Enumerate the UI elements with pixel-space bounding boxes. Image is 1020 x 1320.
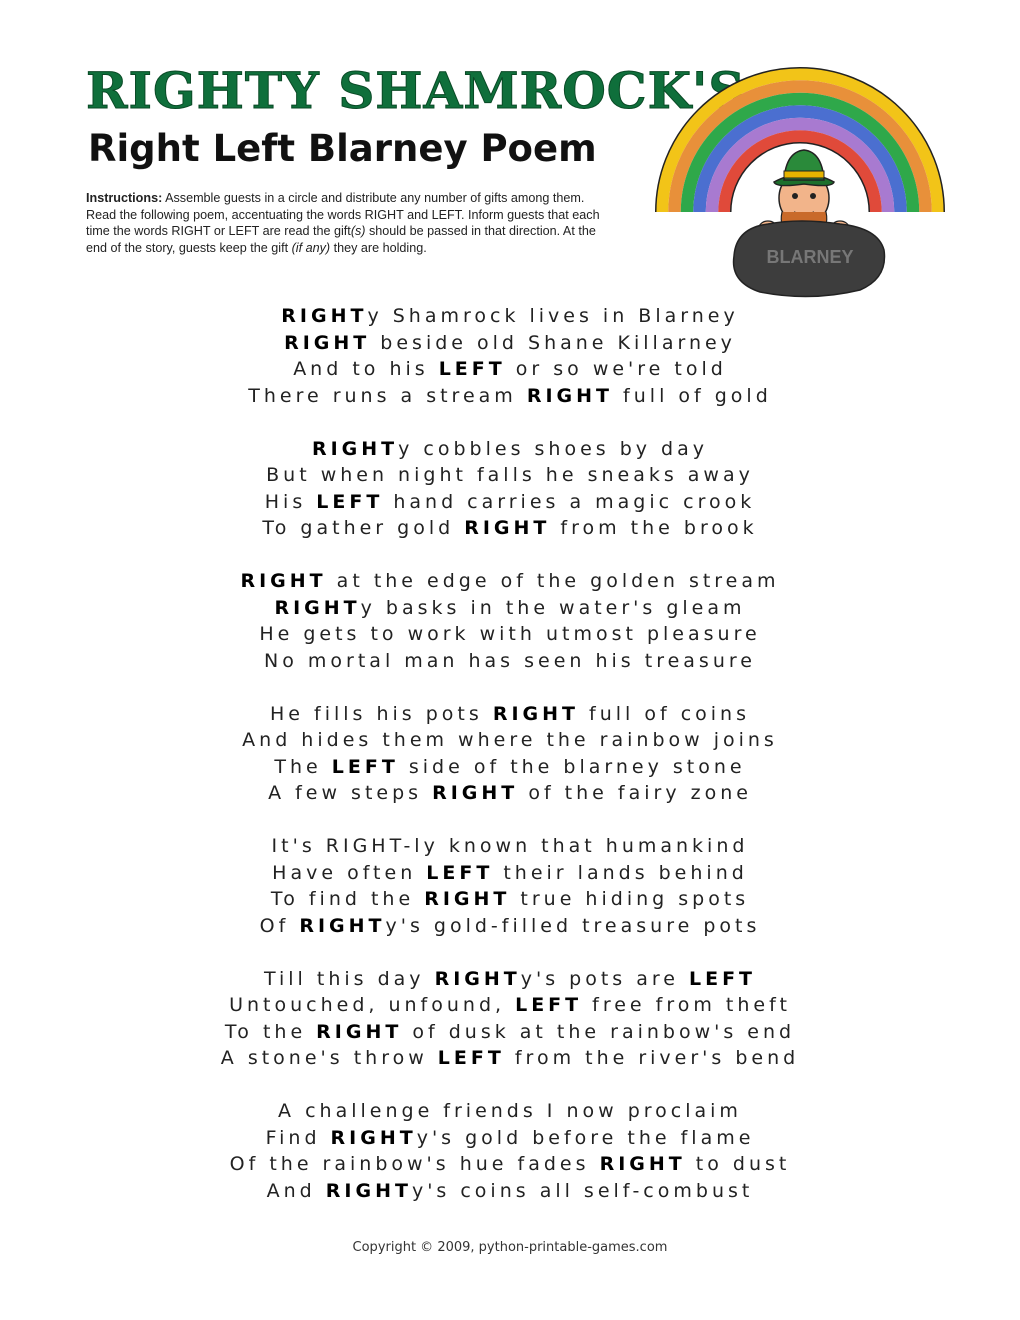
poem-keyword: RIGHT [492,702,579,725]
poem-text: And [266,1179,326,1202]
rainbow-leprechaun-icon [650,60,950,310]
poem-text: It's RIGHT-ly known that humankind [271,835,749,857]
poem-text: No mortal man has seen his treasure [264,649,756,672]
poem-text: To find the [270,888,425,910]
poem-text: true hiding spots [510,888,750,910]
poem-line [0,701,1020,728]
poem-text: free from theft [582,994,791,1016]
copyright-text: Copyright © 2009, python-printable-games.com [352,1240,668,1255]
poem-text: A challenge friends I now proclaim [278,1100,742,1122]
poem-text: Untouched, unfound, [229,994,516,1016]
poem-text: at the edge of the golden stream [326,570,780,592]
instructions-text: Assemble guests in a circle and distribute any number of gifts among them. Read the following poem, accentuating the words RIGHT and LEFT. Inform guests that each time the words RIGHT or LEFT are read the gift [86,191,600,239]
poem-line [0,1178,1020,1205]
instructions-emphasis: (if any) [291,240,331,255]
poem-keyword: LEFT [515,994,583,1016]
poem-line [0,727,1020,754]
poem-stanza [0,966,1020,1072]
poem-keyword: RIGHT [432,782,519,804]
instructions-emphasis: (s) [350,224,366,239]
poem-text: He fills his pots [270,702,493,725]
poem-text: of the fairy zone [518,782,752,804]
poem-keyword: RIGHT [274,596,361,619]
poem-keyword: LEFT [688,967,757,990]
poem-text: y's gold-filled treasure pots [385,914,761,937]
poem-keyword: LEFT [438,358,506,380]
poem-line [0,383,1020,410]
poem-line [0,462,1020,489]
poem-keyword: LEFT [316,490,384,513]
poem-keyword: RIGHT [325,1179,412,1202]
poem [0,303,1020,1231]
poem-line [0,515,1020,542]
poem-line [0,1045,1020,1072]
poem-stanza [0,833,1020,939]
poem-keyword: RIGHT [434,967,521,990]
poem-line [0,330,1020,357]
poem-text: But when night falls he sneaks away [266,464,754,486]
poem-stanza [0,568,1020,674]
poem-text: full of coins [578,702,750,725]
poem-stanza [0,1098,1020,1204]
poem-text: y Shamrock lives in Blarney [367,305,739,327]
poem-line [0,913,1020,940]
instructions-text: should be passed in that direction. At the end of the story, guests keep the gift [86,224,596,255]
poem-text: Till this day [263,967,435,990]
poem-stanza [0,701,1020,807]
poem-line [0,303,1020,330]
poem-line [0,1151,1020,1178]
poem-text: hand carries a magic crook [383,490,756,513]
instructions-lead: Instructions: [86,191,163,205]
poem-line [0,966,1020,993]
poem-keyword: RIGHT [281,305,368,327]
poem-text: And hides them where the rainbow joins [242,729,778,751]
poem-line [0,754,1020,781]
poem-text: Have often [272,861,427,884]
poem-line [0,568,1020,595]
poem-keyword: LEFT [437,1047,505,1069]
poem-line [0,1019,1020,1046]
poem-keyword: RIGHT [464,517,551,539]
poem-keyword: RIGHT [284,331,371,354]
poem-text: Of [259,914,300,937]
poem-keyword: LEFT [331,755,399,778]
page-title: RIGHTY SHAMROCK'S [86,61,746,120]
poem-text: to dust [685,1153,791,1175]
poem-text: beside old Shane Killarney [370,331,736,354]
poem-text: from the brook [550,517,758,539]
poem-keyword: RIGHT [316,1020,403,1043]
poem-line [0,648,1020,675]
poem-keyword: RIGHT [240,570,327,592]
stone-label: BLARNEY [766,247,854,267]
poem-line [0,595,1020,622]
poem-text: To gather gold [262,517,465,539]
poem-line [0,833,1020,860]
poem-text: y cobbles shoes by day [398,437,709,460]
poem-text: y basks in the water's gleam [360,596,746,619]
blarney-stone-icon [734,221,885,297]
page-subtitle: Right Left Blarney Poem [88,127,597,170]
instructions [86,190,611,256]
poem-text: y's pots are [520,967,689,990]
instructions-text: they are holding. [330,240,427,255]
poem-line [0,992,1020,1019]
poem-keyword: RIGHT [299,914,386,937]
poem-text: A stone's throw [220,1047,438,1069]
poem-text: To the [224,1020,317,1043]
poem-keyword: RIGHT [599,1153,686,1175]
poem-text: Of the rainbow's hue fades [229,1153,600,1175]
poem-text: And to his [293,358,439,380]
poem-keyword: RIGHT [330,1126,417,1149]
poem-line [0,436,1020,463]
poem-text: y's gold before the flame [416,1126,755,1149]
poem-text: of dusk at the rainbow's end [402,1020,796,1043]
poem-line [0,489,1020,516]
poem-text: full of gold [613,384,772,407]
poem-text: There runs a stream [248,384,527,407]
poem-line [0,356,1020,383]
poem-keyword: LEFT [426,861,494,884]
poem-stanza [0,436,1020,542]
poem-keyword: RIGHT [424,888,511,910]
poem-text: A few steps [268,782,433,804]
poem-keyword: RIGHT [526,384,614,407]
poem-text: side of the blarney stone [398,755,746,778]
poem-text: Find [265,1126,331,1149]
poem-text: their lands behind [493,861,748,884]
poem-line [0,780,1020,807]
poem-text: His [264,490,317,513]
poem-text: or so we're told [505,358,727,380]
poem-text: y's coins all self-combust [411,1179,754,1202]
poem-line [0,621,1020,648]
poem-line [0,886,1020,913]
poem-stanza [0,303,1020,409]
poem-line [0,1125,1020,1152]
poem-line [0,1098,1020,1125]
poem-text: from the river's bend [504,1047,800,1069]
poem-text: The [274,755,332,778]
poem-text: He gets to work with utmost pleasure [259,623,761,645]
poem-line [0,860,1020,887]
poem-keyword: RIGHT [311,437,399,460]
